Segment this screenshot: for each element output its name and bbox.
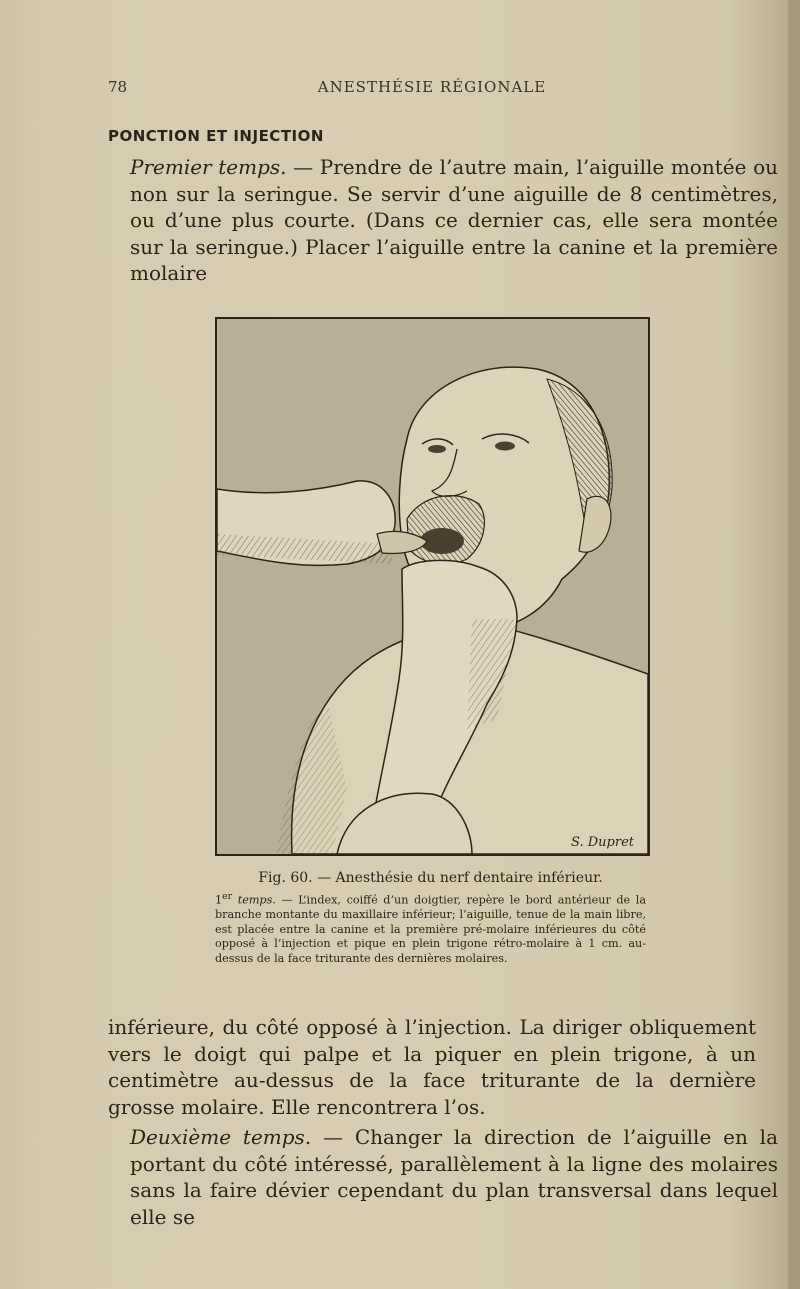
legend-text: — L’index, coiffé d’un doigtier, repère le bord antérieur de la branche montante du maxillaire inférieur; l’aiguille, tenue de la main libre, est placée entre la canine et la première pré-molaire inférieures du côté opposé à l’injection et pique en plein trigone rétro-molaire à 1 cm. au-dessus de la face triturante des dernières molaires.: [215, 893, 646, 965]
paragraph-body: — Prendre de l’autre main, l’aiguille montée ou non sur la seringue. Se servir d’une aiguille de 8 centimètres, ou d’une plus courte. (Dans ce dernier cas, elle sera montée sur la seringue.) Placer l’aiguille entre la canine et la première molaire: [130, 155, 778, 285]
artist-signature: S. Dupret: [571, 835, 634, 850]
legend-lead: temps.: [237, 893, 276, 907]
figure-legend: [215, 890, 646, 966]
paragraph-body: — Changer la direction de l’aiguille en la portant du côté intéressé, parallèlement à la ligne des molaires sans la faire dévier cependant du plan transversal dans lequel elle se: [130, 1125, 778, 1229]
engraving-illustration: [217, 319, 648, 854]
legend-ordinal: 1: [215, 893, 223, 907]
page-number: 78: [108, 78, 128, 96]
running-title: ANESTHÉSIE RÉGIONALE: [317, 78, 547, 96]
page-edge: [788, 0, 800, 1289]
legend-superscript: er: [222, 891, 233, 902]
page-header: [108, 78, 756, 102]
paragraph-premier-temps: [108, 154, 778, 287]
paragraph-lead: Premier temps.: [130, 155, 287, 179]
paragraph-continuation: inférieure, du côté opposé à l’injection. La diriger obliquement vers le doigt qui palpe et la piquer en plein trigone, à un centimètre au-dessus de la face triturante de la dernière grosse molaire. Elle rencontrera l’os.: [108, 1015, 756, 1119]
illustration-figure: [215, 317, 650, 856]
paragraph-lead: Deuxième temps.: [130, 1125, 312, 1149]
section-title: PONCTION ET INJECTION: [108, 127, 324, 145]
figure-caption: Fig. 60. — Anesthésie du nerf dentaire inférieur.: [258, 870, 603, 886]
paragraph-deuxieme-temps: [108, 1124, 778, 1230]
